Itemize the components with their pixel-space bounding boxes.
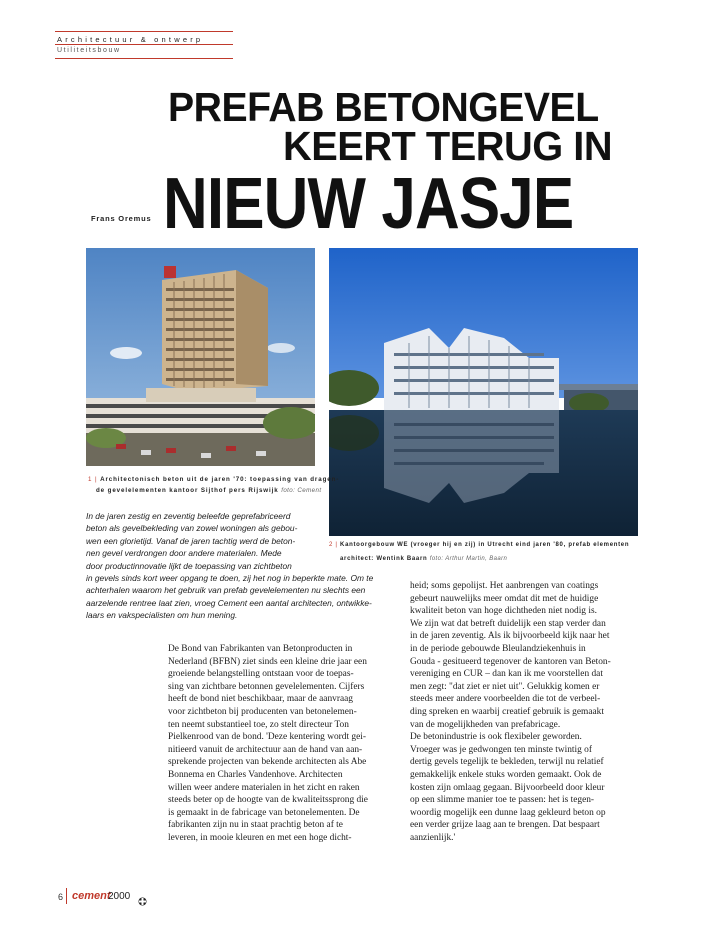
body-line: heeft de bond niet beschikbaar, maar de aanvraag <box>168 694 353 705</box>
header-rule-middle <box>55 44 233 45</box>
body-line: vereniging en CUR – dan kan ik me voorstellen dat <box>410 669 603 680</box>
article-title-line2: KEERT TERUG IN <box>283 123 613 169</box>
intro-line: laars en vakspecialisten om hun mening. <box>86 610 238 621</box>
figure1-caption-line1: 1 | Architectonisch beton uit de jaren '70: toepassing van dragen- <box>88 476 340 483</box>
header-rule-bottom <box>55 58 233 59</box>
body-line: steeds meer andere voorbeelden die tot de verbeel- <box>410 694 601 705</box>
body-line: ten neemt substantieel toe, zo stelt directeur Ton <box>168 719 349 730</box>
body-line: De betonindustrie is ook flexibeler geworden. <box>410 732 582 743</box>
intro-line: In de jaren zestig en zeventig beleefde geprefabriceerd <box>86 511 291 521</box>
body-line: Gouda - gesitueerd tegenover de kantoren van Beton- <box>410 656 611 667</box>
article-title-line3: NIEUW JASJE <box>163 164 574 244</box>
body-line: op een slimme manier toe te passen: het is tegen- <box>410 795 595 806</box>
body-line: men zegt: "dat ziet er niet uit". Gelukkig komen er <box>410 681 600 692</box>
figure2-caption-text1: Kantoorgebouw WE (vroeger hij en zij) in Utrecht eind jaren '80, prefab elementen <box>340 542 630 548</box>
body-line: ding spreken en waarbij creatief gebruik is gemaakt <box>410 706 604 717</box>
body-line: steeds beter op de hoogte van de kwaliteitssprong die <box>168 795 368 806</box>
body-line: Pielkenrood van de bond. 'Deze kentering wordt gei- <box>168 732 366 743</box>
body-line: een verder grijze laag aan te brengen. Dat bespaart <box>410 820 600 831</box>
body-line: fabrikanten zijn nu in staat prachtig beton af te <box>168 820 343 831</box>
body-line: gebeurt nauwelijks meer omdat dit met de huidige <box>410 593 599 604</box>
intro-line: aarzelende rentree laat zien, vroeg Cement een aantal architecten, ontwikke- <box>86 597 372 608</box>
body-line: groeiende belangstelling ontstaan voor de toepas- <box>168 669 354 680</box>
footer-divider <box>66 888 67 904</box>
body-line: woordig mogelijk een dunne laag gekleurd beton op <box>410 807 606 818</box>
header-rule-top <box>55 31 233 32</box>
body-line: Vroeger was je gedwongen ten minste twintig of <box>410 744 592 755</box>
figure2-number: 2 <box>329 542 334 548</box>
intro-line: achterhalen waarom het gebruik van prefab gevelelementen nu slechts een <box>86 585 366 596</box>
body-line: van de mogelijkheden van prefabricage. <box>410 719 561 730</box>
body-line: Nederland (BFBN) ziet sinds een kleine drie jaar een <box>168 656 367 667</box>
section-label: Architectuur & ontwerp <box>57 35 204 44</box>
subsection-label: Utiliteitsbouw <box>57 47 121 54</box>
body-line: nitieerd vanuit de architectuur aan de hand van aan- <box>168 744 363 755</box>
figure2-caption-text2: architect: Wentink Baarn <box>340 556 428 562</box>
body-line: sing van zichtbare betonnen gevelelementen. Cijfers <box>168 681 365 692</box>
intro-line: door productinnovatie lijkt de toepassing van zichtbeton <box>86 560 292 571</box>
body-line: We zijn wat dat betreft duidelijk een stap verder dan <box>410 618 606 629</box>
body-line: Bonnema en Charles Vandenhove. Architecten <box>168 769 343 780</box>
page-number: 6 <box>58 892 64 902</box>
body-line: De Bond van Fabrikanten van Betonproducten in <box>168 644 353 654</box>
body-line: voor zichtbeton bij producenten van betonelemen- <box>168 706 357 717</box>
body-line: kwaliteit beton van hoge dichtheden niet nodig is. <box>410 606 597 617</box>
article-title-line1: PREFAB BETONGEVEL <box>168 84 599 130</box>
figure1-credit: foto: Cement <box>281 487 322 494</box>
body-line: gemakkelijk enkele stuks worden gemaakt. Ook de <box>410 769 602 780</box>
author-byline: Frans Oremus <box>91 214 152 223</box>
intro-line: beton als gevelbekleding van zowel woningen als gebou- <box>86 523 298 534</box>
magazine-name: cement <box>72 890 111 902</box>
body-line: is gemaakt in de fabricage van betonelementen. De <box>168 807 360 818</box>
body-line: heid; soms gepolijst. Het aanbrengen van coatings <box>410 581 599 591</box>
figure1-caption-line2 <box>96 488 321 494</box>
intro-line: nen gevel verdrongen door andere materialen. Mede <box>86 548 282 559</box>
body-line: in de periode gebouwde Bleulandziekenhuis in <box>410 643 586 654</box>
body-line: sprekende projecten van bekende architecten als Abe <box>168 757 367 768</box>
body-line: in de jaren zeventig. Als ik bijvoorbeeld kijk naar het <box>410 631 610 642</box>
figure1-caption-text1: Architectonisch beton uit de jaren '70: toepassing van dragen- <box>100 476 340 483</box>
intro-paragraph <box>86 510 396 622</box>
photo-sijthof-office <box>86 248 315 466</box>
body-line: aanzienlijk.' <box>410 832 456 843</box>
body-line: dertig gevels tegelijk te bekleden, terwijl nu relatief <box>410 757 604 768</box>
figure1-caption-text2: de gevelelementen kantoor Sijthof pers Rijswijk <box>96 487 279 494</box>
figure2-caption-line1: 2 | Kantoorgebouw WE (vroeger hij en zij) in Utrecht eind jaren '80, prefab elementen <box>329 542 630 548</box>
body-column-1 <box>168 643 396 845</box>
cement-logo-icon <box>138 893 147 911</box>
body-column-2 <box>410 580 638 844</box>
body-line: willen weer andere materialen in het zicht en raken <box>168 782 360 793</box>
intro-line: wen een glorietijd. Vanaf de jaren tachtig werd de beton- <box>86 535 296 546</box>
figure2-credit: foto: Arthur Martin, Baarn <box>429 556 508 562</box>
magazine-year: 2000 <box>108 891 131 902</box>
intro-line: in gevels sinds kort weer opgang te doen, zij het nog in beperkte mate. Om te <box>86 573 374 584</box>
photo-we-office-utrecht <box>329 248 638 536</box>
body-line: kosten zijn omlaag gegaan. Bijvoorbeeld door kleur <box>410 782 605 793</box>
figure1-number: 1 <box>88 476 93 483</box>
body-line: leveren, in mooie kleuren en met een hoge dicht- <box>168 832 352 843</box>
